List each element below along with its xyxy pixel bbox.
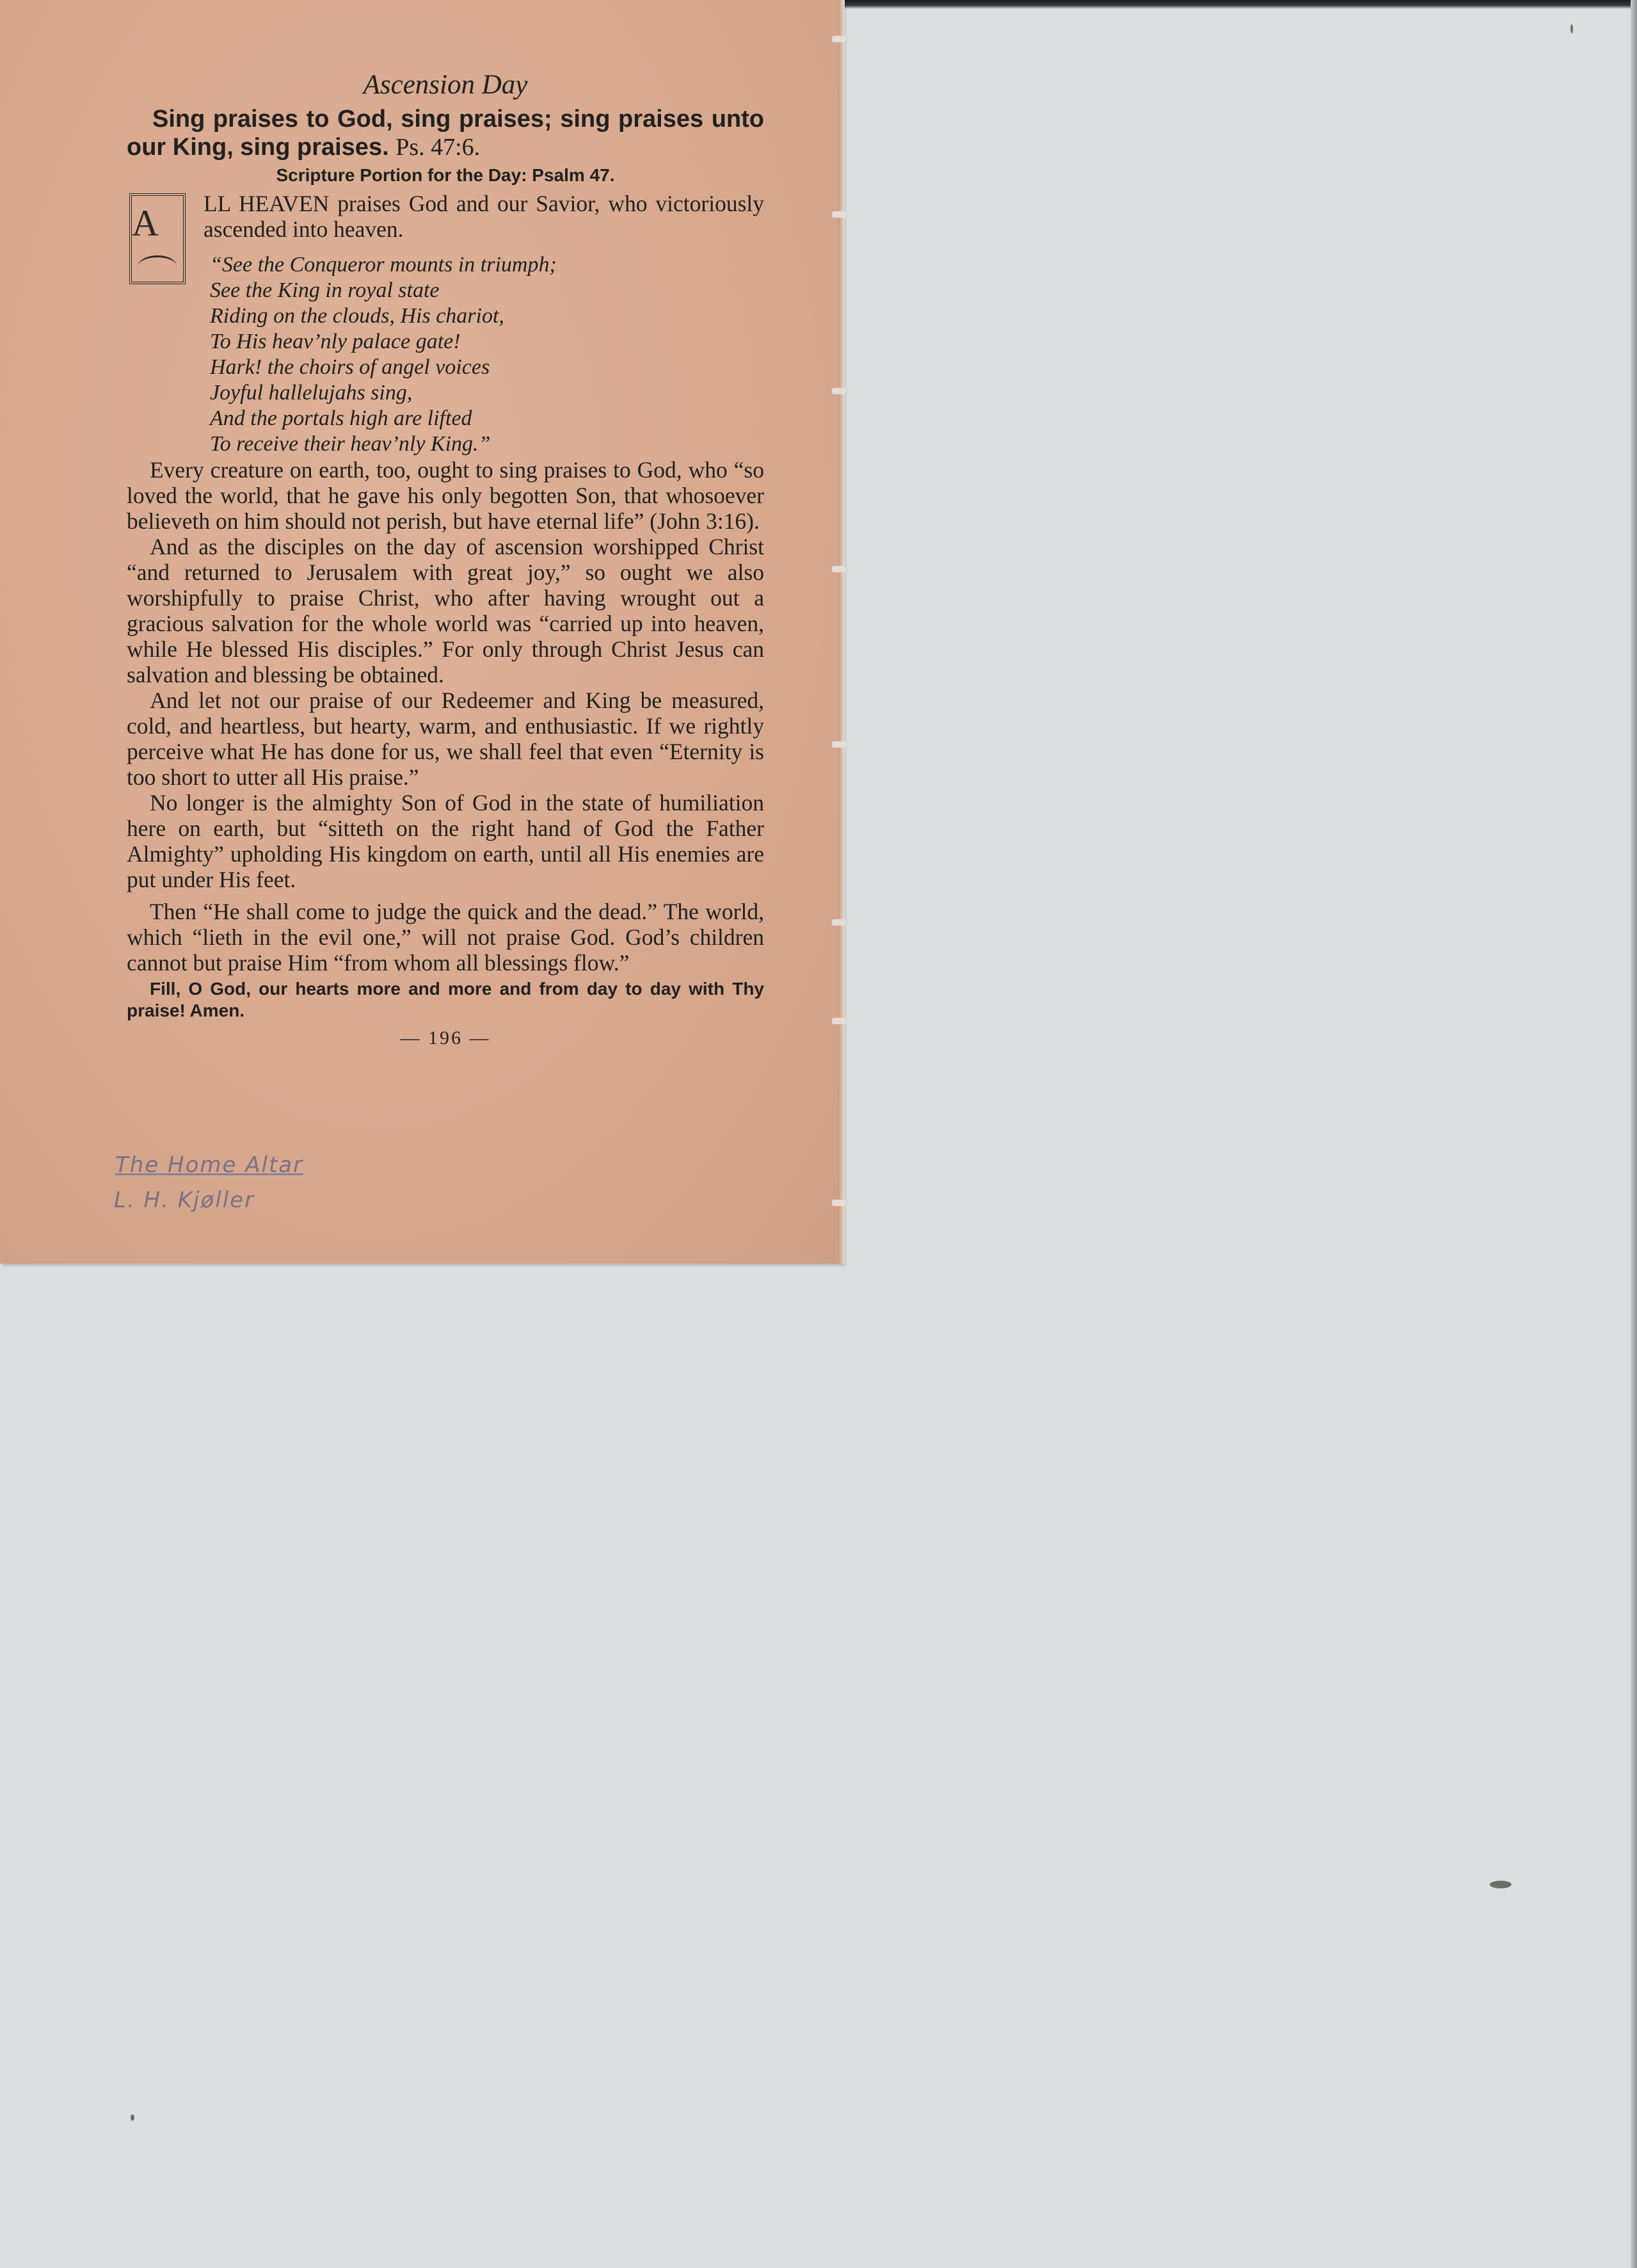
- body-paragraph: And let not our praise of our Redeemer and King be measured, cold, and heartless, but hearty, warm, and enthusiastic. If we rightly perceive what He has done for us, we shall feel that even “Eternity is too short to utter all His praise.”: [127, 688, 764, 790]
- body-paragraph: And as the disciples on the day of ascension worshipped Christ “and returned to Jerusalem with great joy,” so ought we also worshipfully to praise Christ, who after having wrought out a gracious salvation for the whole world was “carried up into heaven, while He blessed His disciples.” For only through Christ Jesus can salvation and blessing be obtained.: [127, 534, 764, 688]
- scripture-portion: Scripture Portion for the Day: Psalm 47.: [276, 165, 615, 185]
- page-notch: [832, 388, 846, 394]
- poem-line: See the King in royal state: [210, 278, 440, 302]
- page-torn-edge: [838, 0, 845, 1264]
- page-notch: [832, 741, 846, 748]
- scanner-speck: [1490, 1881, 1512, 1888]
- page-notch: [832, 1200, 846, 1206]
- poem-line: To His heav’nly palace gate!: [210, 330, 461, 353]
- poem-line: Joyful hallelujahs sing,: [210, 381, 413, 405]
- page-notch: [832, 919, 846, 926]
- scanner-speck: [1570, 24, 1573, 33]
- handwritten-author: L. H. Kjøller: [114, 1187, 255, 1213]
- drop-cap-letter: A: [132, 202, 159, 244]
- handwritten-book-title: The Home Altar: [115, 1152, 304, 1178]
- page-notch: [832, 211, 846, 218]
- page-text: [127, 65, 764, 1051]
- hymn-verse: [127, 252, 764, 457]
- opening-paragraph: [127, 191, 764, 242]
- devotional-page: [0, 0, 843, 1264]
- opening-text: LL HEAVEN praises God and our Savior, who victoriously ascended into heaven.: [204, 191, 764, 242]
- closing-prayer: Fill, O God, our hearts more and more and from day to day with Thy praise! Amen.: [127, 979, 764, 1020]
- body-paragraph: Then “He shall come to judge the quick and the dead.” The world, which “lieth in the evil one,” will not praise God. God’s children cannot but praise Him “from whom all blessings flow.”: [127, 899, 764, 976]
- scanner-speck: [131, 2114, 134, 2121]
- page-heading: Ascension Day: [363, 70, 528, 100]
- scanner-right-edge: [1631, 0, 1637, 2268]
- verse-reference: Ps. 47:6.: [395, 134, 481, 161]
- body-paragraph: No longer is the almighty Son of God in the state of humiliation here on earth, but “sitteth on the right hand of God the Father Almighty” upholding His kingdom on earth, until all His enemies are put under His feet.: [127, 790, 764, 892]
- page-notch: [832, 566, 846, 572]
- poem-line: And the portals high are lifted: [210, 406, 472, 430]
- drop-cap-flourish-icon: [138, 255, 177, 277]
- drop-cap-ornament: [129, 193, 186, 284]
- body-paragraph: Every creature on earth, too, ought to sing praises to God, who “so loved the world, that he gave his only begotten Son, that whosoever believeth on him should not perish, but have eternal life” (John 3:16).: [127, 457, 764, 534]
- poem-line: “See the Conqueror mounts in triumph;: [210, 253, 557, 277]
- poem-line: Hark! the choirs of angel voices: [210, 355, 490, 379]
- verse-text: Sing praises to God, sing praises; sing praises unto our King, sing praises.: [127, 106, 764, 161]
- poem-line: Riding on the clouds, His chariot,: [210, 304, 504, 328]
- page-notch: [832, 1018, 846, 1024]
- page-notch: [832, 36, 846, 42]
- verse-of-day: [127, 105, 764, 161]
- poem-line: To receive their heav’nly King.”: [210, 432, 491, 456]
- page-number: — 196 —: [400, 1027, 491, 1049]
